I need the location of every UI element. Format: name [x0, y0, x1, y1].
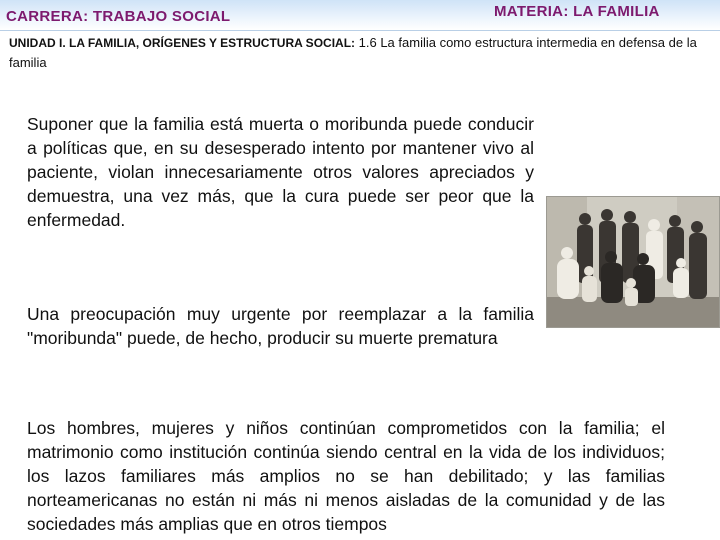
paragraph-1: Suponer que la familia está muerta o moribunda puede conducir a políticas que, en su desesperado intento por mantener vivo al paciente, violan innecesariamente otros valores apreciados y demuestra, una vez más, que la cura puede ser peor que la enfermedad.: [27, 114, 534, 230]
unit-topic: 1.6 La familia como estructura intermedia en defensa de la familia: [9, 35, 697, 70]
paragraph-3: Los hombres, mujeres y niños continúan comprometidos con la familia; el matrimonio como institución continúa siendo central en la vida de los individuos; los lazos familiares más amplios no se han debilitado; y las familias norteamericanas no están ni más ni menos aisladas de la comunidad y de las sociedades más amplias que en otros tiempos: [27, 418, 665, 534]
family-photo: [546, 196, 720, 328]
unit-heading: [9, 33, 715, 72]
subject-title: MATERIA: LA FAMILIA: [494, 3, 660, 20]
career-title: CARRERA: TRABAJO SOCIAL: [6, 8, 231, 25]
paragraph-2: Una preocupación muy urgente por reemplazar a la familia "moribunda" puede, de hecho, producir su muerte prematura: [27, 304, 534, 348]
unit-label: UNIDAD I. LA FAMILIA, ORÍGENES Y ESTRUCTURA SOCIAL:: [9, 36, 356, 50]
